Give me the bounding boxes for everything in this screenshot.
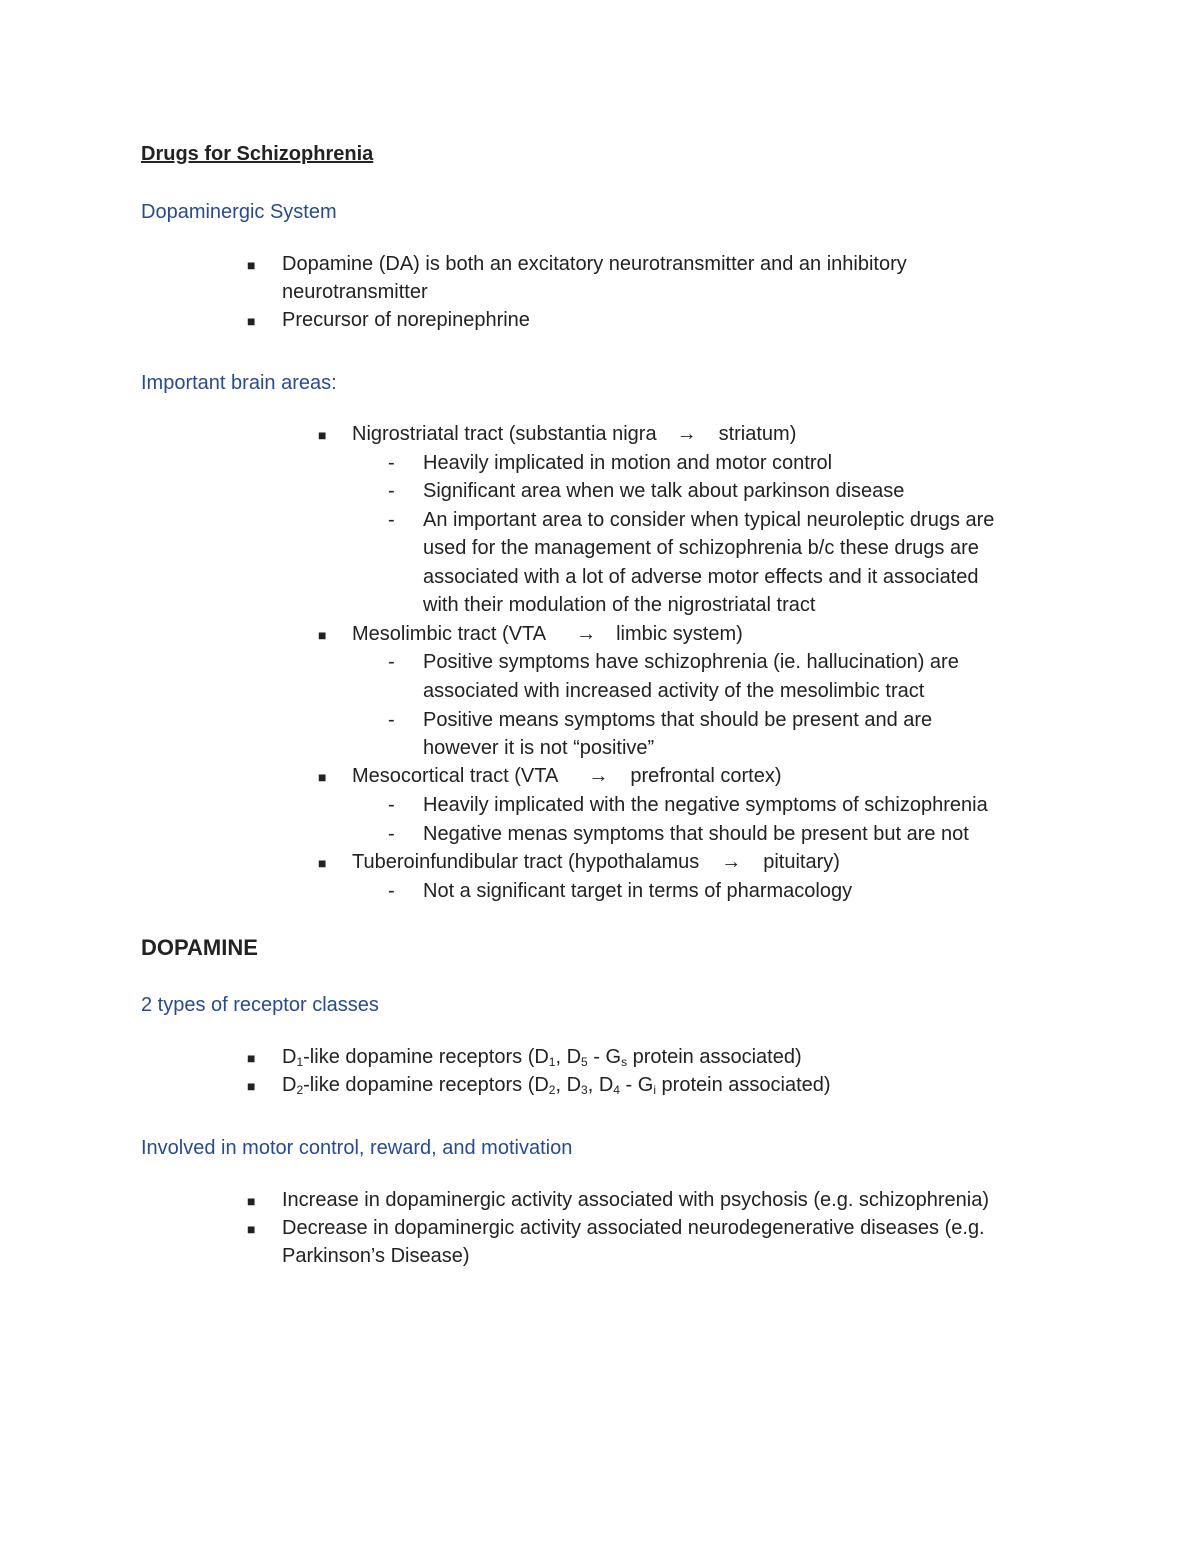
sub-bullet-text: Positive means symptoms that should be present and are xyxy=(423,709,933,731)
tract-item xyxy=(352,420,796,448)
tract-target: pituitary) xyxy=(763,851,840,873)
bullet-square: ■ xyxy=(318,855,327,871)
arrow-icon: → xyxy=(676,423,697,445)
dash-marker: - xyxy=(388,880,395,902)
dash-marker: - xyxy=(388,509,395,531)
bullet-square: ■ xyxy=(318,427,327,443)
sub-bullet-text: Heavily implicated with the negative symptoms of schizophrenia xyxy=(423,794,988,816)
arrow-icon: → xyxy=(721,851,742,873)
tract-item xyxy=(352,762,782,790)
tract-target: prefrontal cortex) xyxy=(630,765,782,787)
dash-marker: - xyxy=(388,823,395,845)
arrow-icon: → xyxy=(576,623,597,645)
sub-bullet-text: associated with increased activity of the mesolimbic tract xyxy=(423,680,925,702)
sub-bullet-text: however it is not “positive” xyxy=(423,737,655,759)
sub-bullet-text: Significant area when we talk about parkinson disease xyxy=(423,480,905,502)
bullet-square: ■ xyxy=(247,313,256,329)
tract-source: Mesocortical tract (VTA xyxy=(352,765,559,787)
sub-bullet-text: Not a significant target in terms of pharmacology xyxy=(423,880,853,902)
arrow-icon: → xyxy=(588,765,609,787)
document-title: Drugs for Schizophrenia xyxy=(141,143,374,165)
tract-source: Nigrostriatal tract (substantia nigra xyxy=(352,423,657,445)
bullet-text: Increase in dopaminergic activity associated with psychosis (e.g. schizophrenia) xyxy=(282,1189,990,1211)
tract-source: Mesolimbic tract (VTA xyxy=(352,623,547,645)
section-heading-involved: Involved in motor control, reward, and motivation xyxy=(141,1137,573,1159)
section-heading-receptor-classes: 2 types of receptor classes xyxy=(141,994,379,1016)
sub-bullet-text: Heavily implicated in motion and motor control xyxy=(423,452,833,474)
bullet-square: ■ xyxy=(247,1221,256,1237)
dash-marker: - xyxy=(388,480,395,502)
sub-bullet-text: Positive symptoms have schizophrenia (ie. hallucination) are xyxy=(423,651,959,673)
sub-bullet-text: Negative menas symptoms that should be present but are not xyxy=(423,823,969,845)
sub-bullet-text: with their modulation of the nigrostriatal tract xyxy=(423,594,816,616)
dash-marker: - xyxy=(388,709,395,731)
bullet-square: ■ xyxy=(318,627,327,643)
tract-item xyxy=(352,620,743,648)
bullet-square: ■ xyxy=(247,257,256,273)
sub-bullet-text: associated with a lot of adverse motor effects and it associated xyxy=(423,566,979,588)
tract-target: striatum) xyxy=(718,423,797,445)
dash-marker: - xyxy=(388,651,395,673)
sub-bullet-text: An important area to consider when typical neuroleptic drugs are xyxy=(423,509,995,531)
bullet-text: Precursor of norepinephrine xyxy=(282,309,530,331)
section-heading-brain-areas: Important brain areas: xyxy=(141,372,337,394)
tract-target: limbic system) xyxy=(616,623,743,645)
receptor-d1-item: $D_1$-like dopamine receptors ($D_1$, $D_5 - G_s$ protein associated) xyxy=(282,1046,802,1069)
dash-marker: - xyxy=(388,794,395,816)
tract-source: Tuberoinfundibular tract (hypothalamus xyxy=(352,851,700,873)
bullet-square: ■ xyxy=(318,769,327,785)
section-heading-dopaminergic-system: Dopaminergic System xyxy=(141,201,337,223)
bullet-text: Dopamine (DA) is both an excitatory neurotransmitter and an inhibitory xyxy=(282,253,907,275)
receptor-d2-item: $D_2$-like dopamine receptors ($D_2$, $D_3$, $D_4 - G_i$ protein associated) xyxy=(282,1074,831,1097)
section-heading-dopamine: DOPAMINE xyxy=(141,935,258,960)
bullet-text: neurotransmitter xyxy=(282,281,428,303)
bullet-square: ■ xyxy=(247,1050,256,1066)
dash-marker: - xyxy=(388,452,395,474)
bullet-text: Parkinson’s Disease) xyxy=(282,1245,470,1267)
sub-bullet-text: used for the management of schizophrenia b/c these drugs are xyxy=(423,537,979,559)
bullet-square: ■ xyxy=(247,1078,256,1094)
tract-item xyxy=(352,848,840,876)
bullet-square: ■ xyxy=(247,1193,256,1209)
bullet-text: Decrease in dopaminergic activity associated neurodegenerative diseases (e.g. xyxy=(282,1217,985,1239)
